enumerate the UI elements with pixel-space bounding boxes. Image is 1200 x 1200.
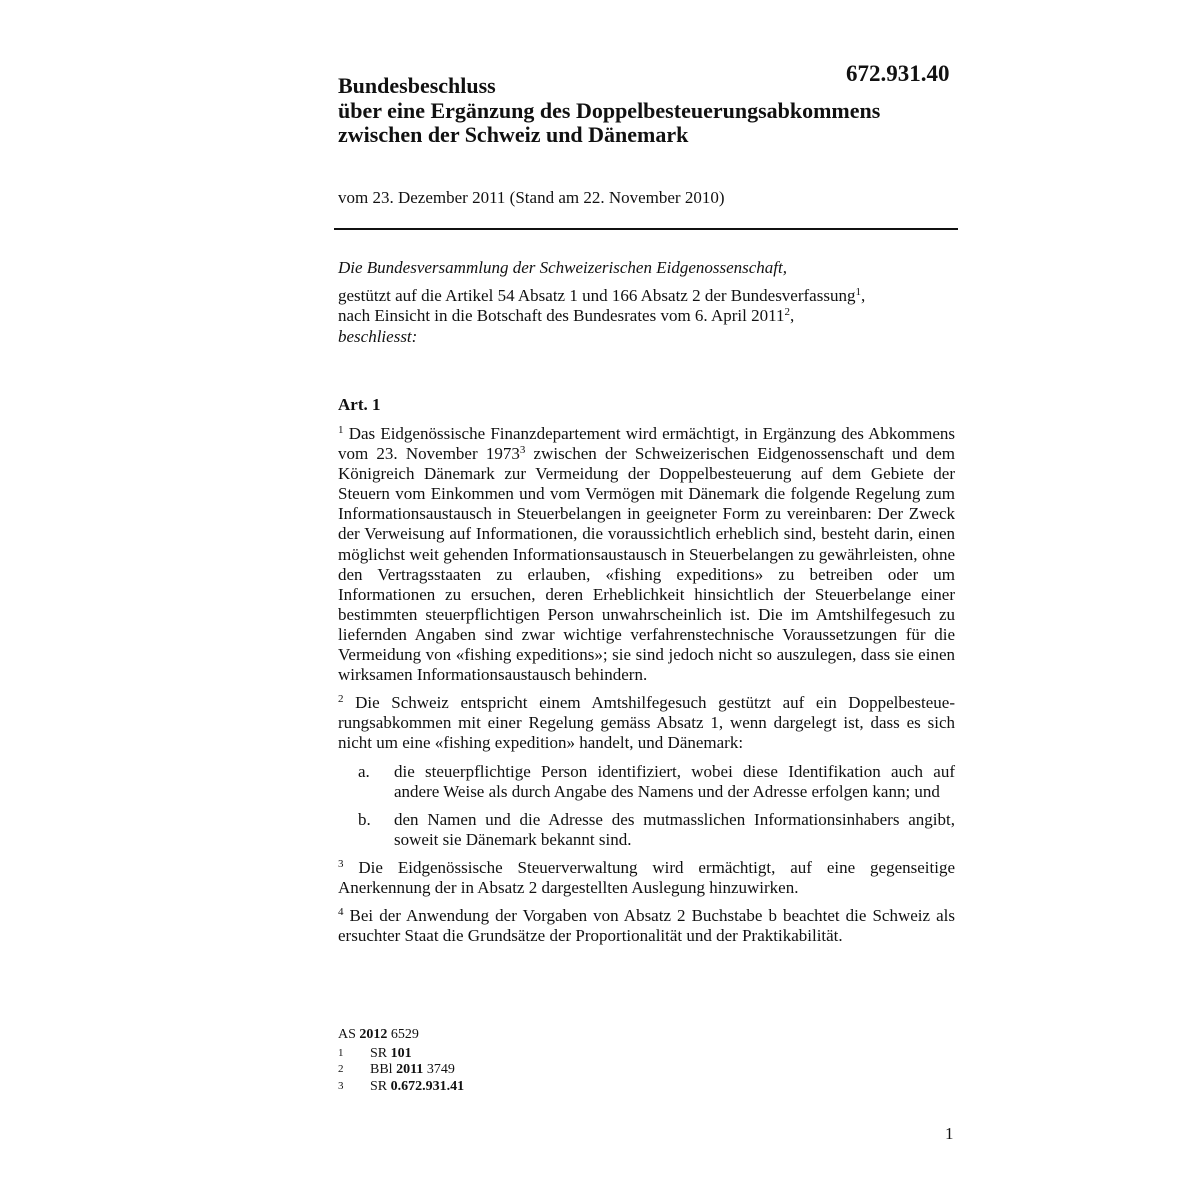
list-marker: b.: [358, 809, 371, 829]
footnote-prefix: SR: [370, 1078, 391, 1094]
footnote: [338, 1062, 464, 1079]
preamble: [338, 258, 978, 347]
page-number: 1: [945, 1124, 954, 1143]
list-item: [338, 762, 955, 802]
article-body: [338, 424, 955, 954]
list-text: die steuerpflichtige Person identifiziert, wobei diese Identifikation auch auf andere Weise als durch Angabe des Namens und der Adresse erfolgen kann; und: [394, 761, 955, 801]
sr-number: 672.931.40: [846, 61, 950, 86]
message-end: ,: [790, 306, 795, 325]
paragraph-2: [338, 693, 955, 753]
message-text: nach Einsicht in die Botschaft des Bundesrates vom 6. April 2011: [338, 306, 785, 325]
paragraph-text: Bei der Anwendung der Vorgaben von Absatz 2 Buchstabe b beachtet die Schweiz als ersuchter Staat die Grundsätze der Proportionalität und der Praktikabilität.: [338, 906, 955, 946]
paragraph-4: [338, 906, 955, 946]
header-divider: [334, 228, 958, 230]
official-compilation-ref: [338, 1027, 464, 1044]
title-line: Bundesbeschluss: [338, 73, 496, 98]
footnote-text: [370, 1079, 464, 1096]
paragraph-text: zwischen der Schweizerischen Eidgenossenschaft und dem Königreich Dänemark zur Vermeidung der Doppelbesteuerung auf dem Gebiete der Steuern vom Einkommen und vom Vermögen mit Dänemark die folgende Regelung zum Informationsaustausch in Steuerbelangen in geeigneter Form zu vereinbaren: Der Zweck der Verweisung auf Informationen, die voraussichtlich erheblich sind, besteht darin, einen möglichst weit gehenden Informationsaustausch in Steuerbelangen zu gewährleisten, ohne den Vertragsstaaten zu erlauben, «fishing expeditions» zu betreiben oder um Informationen zu ersuchen, deren Erheblichkeit hinsichtlich der Steuerbelange einer bestimmten steuerpflichtigen Person unwahrscheinlich ist. Die im Amtshilfegesuch zu liefernden Angaben sind zwar wichtige verfahrenstechnische Voraussetzungen für die Vermeidung von «fishing expeditions»; sie sind jedoch nicht so auszulegen, dass sie einen wirksamen Informationsaustausch behindern.: [338, 444, 955, 685]
as-page: 6529: [387, 1027, 419, 1042]
footnote-ref[interactable]: 3: [519, 444, 526, 457]
list-marker: a.: [358, 761, 370, 781]
preamble-resolves: beschliesst:: [338, 326, 418, 346]
footnote: [338, 1079, 464, 1096]
footnotes: [338, 1027, 464, 1095]
footnote-prefix: SR: [370, 1045, 391, 1061]
as-prefix: AS: [338, 1027, 360, 1042]
footnote-ref[interactable]: 2: [784, 306, 790, 318]
footnote-prefix: BBl: [370, 1062, 397, 1077]
preamble-message: [338, 306, 978, 327]
footnote-text: [370, 1046, 412, 1063]
preamble-authority: Die Bundesversammlung der Schweizerischen Eidgenossenschaft,: [338, 258, 787, 277]
as-year: 2012: [359, 1027, 388, 1042]
footnote-number: 2: [338, 1063, 344, 1075]
paragraph-text: Die Schweiz entspricht einem Amtshilfegesuch gestützt auf ein Doppelbesteuerungsabkommen mit einer Regelung gemäss Absatz 1, wenn dargelegt ist, dass es sich nicht um eine «fishing expedition» handelt, und Dänemark:: [338, 693, 955, 753]
footnote-bold: 0.672.931.41: [390, 1078, 465, 1094]
paragraph-number: 1: [338, 424, 344, 436]
footnote-number: 1: [338, 1046, 344, 1059]
document-title: [338, 74, 978, 148]
footnote-bold: 2011: [396, 1062, 424, 1077]
preamble-basis: [338, 286, 978, 307]
footnote-number: 3: [338, 1079, 344, 1092]
footnote-ref[interactable]: 1: [855, 285, 861, 298]
date-line: vom 23. Dezember 2011 (Stand am 22. November 2010): [338, 188, 725, 207]
paragraph-3: [338, 858, 955, 898]
paragraph-number: 3: [338, 857, 344, 870]
footnote: [338, 1046, 464, 1063]
paragraph-number: 2: [338, 693, 344, 706]
paragraph-text: Die Eidgenössische Steuerverwaltung wird ermächtigt, auf eine gegenseitige Anerkennung der in Absatz 2 dargestellten Auslegung hinzuwirken.: [338, 857, 955, 897]
letter-list: [338, 762, 955, 850]
footnote-suffix: 3749: [423, 1062, 455, 1077]
paragraph-number: 4: [338, 906, 344, 919]
paragraph-1: [338, 424, 955, 685]
list-text: den Namen und die Adresse des mutmasslichen Informationsinhabers angibt, soweit sie Dänemark bekannt sind.: [394, 809, 955, 849]
paragraph-text: Das Eidgenössische Finanzdepartement wird ermächtigt, in Ergänzung des Abkommens vom 23. November 1973: [338, 424, 955, 464]
title-line: über eine Ergänzung des Doppelbesteuerungsabkommens: [338, 97, 881, 123]
basis-end: ,: [860, 285, 866, 305]
article-heading: Art. 1: [338, 395, 381, 414]
basis-text: gestützt auf die Artikel 54 Absatz 1 und 166 Absatz 2 der Bundesverfassung: [338, 285, 856, 305]
list-item: [338, 810, 955, 850]
footnote-text: [370, 1062, 455, 1079]
footnote-bold: 101: [390, 1045, 412, 1061]
title-line: zwischen der Schweiz und Dänemark: [338, 122, 689, 147]
